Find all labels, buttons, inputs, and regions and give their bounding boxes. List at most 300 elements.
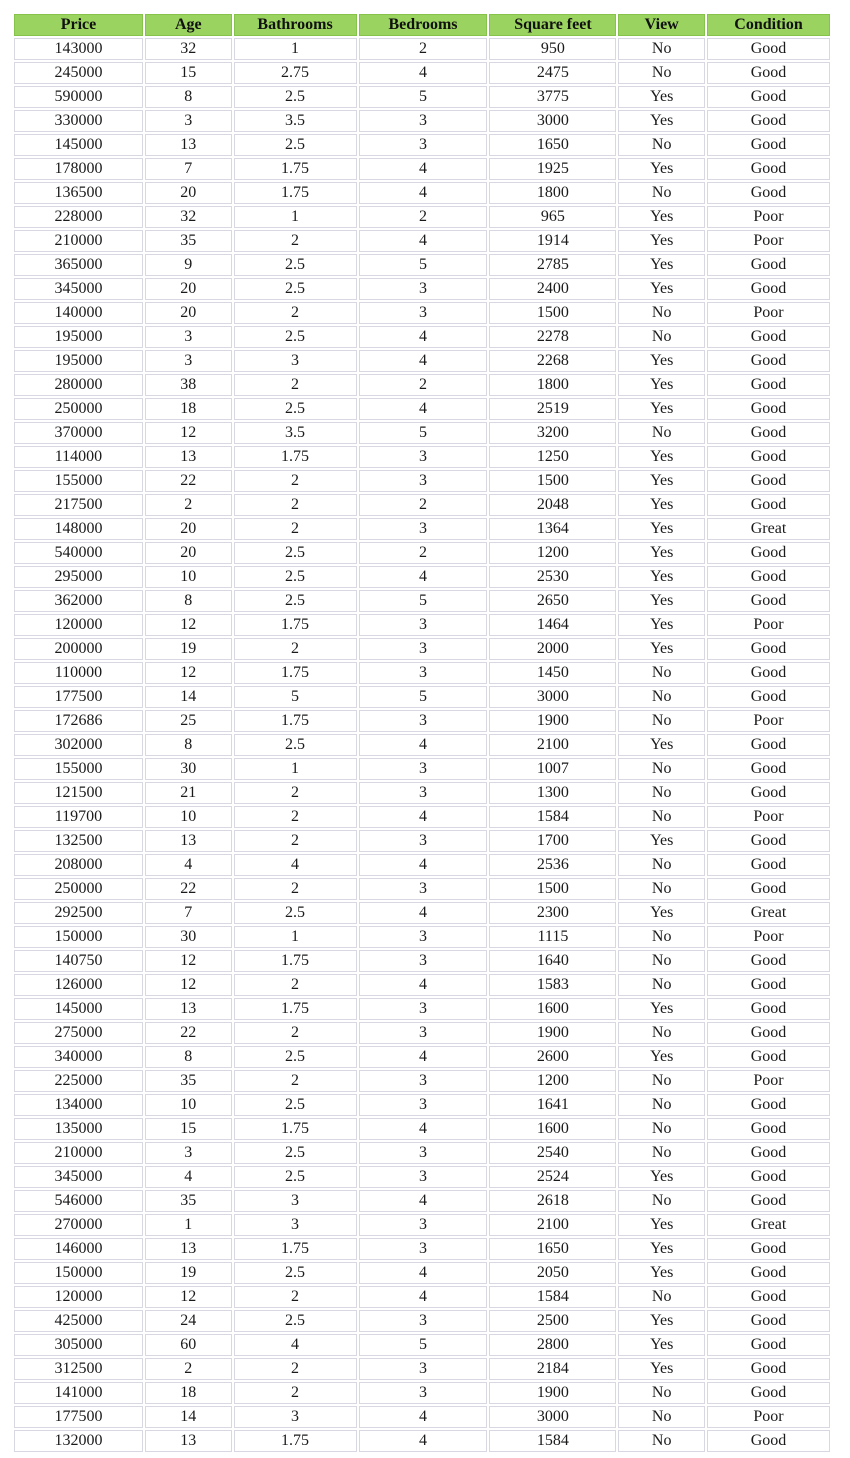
square-feet-cell[interactable]: 1450 bbox=[489, 662, 616, 684]
square-feet-cell[interactable]: 2618 bbox=[489, 1190, 616, 1212]
condition-cell[interactable]: Good bbox=[707, 1310, 830, 1332]
bathrooms-cell[interactable]: 1 bbox=[234, 206, 357, 228]
bathrooms-cell[interactable]: 2.5 bbox=[234, 1166, 357, 1188]
age-cell[interactable]: 22 bbox=[145, 878, 232, 900]
bedrooms-cell[interactable]: 4 bbox=[359, 974, 488, 996]
bathrooms-cell[interactable]: 2.5 bbox=[234, 734, 357, 756]
bedrooms-cell[interactable]: 5 bbox=[359, 422, 488, 444]
condition-cell[interactable]: Good bbox=[707, 1022, 830, 1044]
column-header-view[interactable]: View bbox=[618, 14, 705, 36]
bathrooms-cell[interactable]: 3 bbox=[234, 1190, 357, 1212]
bathrooms-cell[interactable]: 1.75 bbox=[234, 182, 357, 204]
view-cell[interactable]: No bbox=[618, 182, 705, 204]
bathrooms-cell[interactable]: 2.5 bbox=[234, 398, 357, 420]
age-cell[interactable]: 32 bbox=[145, 38, 232, 60]
view-cell[interactable]: No bbox=[618, 1382, 705, 1404]
age-cell[interactable]: 35 bbox=[145, 230, 232, 252]
bathrooms-cell[interactable]: 2 bbox=[234, 806, 357, 828]
square-feet-cell[interactable]: 2300 bbox=[489, 902, 616, 924]
age-cell[interactable]: 3 bbox=[145, 1142, 232, 1164]
bedrooms-cell[interactable]: 4 bbox=[359, 230, 488, 252]
bedrooms-cell[interactable]: 3 bbox=[359, 950, 488, 972]
bathrooms-cell[interactable]: 2 bbox=[234, 230, 357, 252]
age-cell[interactable]: 20 bbox=[145, 302, 232, 324]
view-cell[interactable]: No bbox=[618, 62, 705, 84]
view-cell[interactable]: Yes bbox=[618, 158, 705, 180]
square-feet-cell[interactable]: 2650 bbox=[489, 590, 616, 612]
bedrooms-cell[interactable]: 4 bbox=[359, 326, 488, 348]
square-feet-cell[interactable]: 2530 bbox=[489, 566, 616, 588]
bathrooms-cell[interactable]: 2.5 bbox=[234, 326, 357, 348]
square-feet-cell[interactable]: 1200 bbox=[489, 542, 616, 564]
bathrooms-cell[interactable]: 2.5 bbox=[234, 134, 357, 156]
price-cell[interactable]: 365000 bbox=[14, 254, 143, 276]
price-cell[interactable]: 305000 bbox=[14, 1334, 143, 1356]
square-feet-cell[interactable]: 3775 bbox=[489, 86, 616, 108]
square-feet-cell[interactable]: 1200 bbox=[489, 1070, 616, 1092]
condition-cell[interactable]: Poor bbox=[707, 806, 830, 828]
view-cell[interactable]: Yes bbox=[618, 614, 705, 636]
square-feet-cell[interactable]: 1007 bbox=[489, 758, 616, 780]
condition-cell[interactable]: Poor bbox=[707, 1070, 830, 1092]
view-cell[interactable]: No bbox=[618, 1190, 705, 1212]
square-feet-cell[interactable]: 3000 bbox=[489, 686, 616, 708]
bathrooms-cell[interactable]: 1 bbox=[234, 38, 357, 60]
bathrooms-cell[interactable]: 2 bbox=[234, 470, 357, 492]
age-cell[interactable]: 10 bbox=[145, 1094, 232, 1116]
view-cell[interactable]: No bbox=[618, 134, 705, 156]
bathrooms-cell[interactable]: 2.5 bbox=[234, 1094, 357, 1116]
square-feet-cell[interactable]: 950 bbox=[489, 38, 616, 60]
bathrooms-cell[interactable]: 2 bbox=[234, 830, 357, 852]
bathrooms-cell[interactable]: 2 bbox=[234, 1070, 357, 1092]
age-cell[interactable]: 22 bbox=[145, 470, 232, 492]
condition-cell[interactable]: Good bbox=[707, 1286, 830, 1308]
age-cell[interactable]: 21 bbox=[145, 782, 232, 804]
bedrooms-cell[interactable]: 2 bbox=[359, 494, 488, 516]
price-cell[interactable]: 210000 bbox=[14, 1142, 143, 1164]
price-cell[interactable]: 292500 bbox=[14, 902, 143, 924]
view-cell[interactable]: Yes bbox=[618, 590, 705, 612]
condition-cell[interactable]: Good bbox=[707, 1094, 830, 1116]
condition-cell[interactable]: Poor bbox=[707, 230, 830, 252]
condition-cell[interactable]: Good bbox=[707, 542, 830, 564]
condition-cell[interactable]: Good bbox=[707, 470, 830, 492]
square-feet-cell[interactable]: 1500 bbox=[489, 878, 616, 900]
bedrooms-cell[interactable]: 3 bbox=[359, 638, 488, 660]
view-cell[interactable]: Yes bbox=[618, 638, 705, 660]
view-cell[interactable]: No bbox=[618, 422, 705, 444]
age-cell[interactable]: 32 bbox=[145, 206, 232, 228]
age-cell[interactable]: 2 bbox=[145, 1358, 232, 1380]
bedrooms-cell[interactable]: 4 bbox=[359, 854, 488, 876]
square-feet-cell[interactable]: 1640 bbox=[489, 950, 616, 972]
bedrooms-cell[interactable]: 3 bbox=[359, 1142, 488, 1164]
square-feet-cell[interactable]: 1115 bbox=[489, 926, 616, 948]
price-cell[interactable]: 245000 bbox=[14, 62, 143, 84]
bathrooms-cell[interactable]: 5 bbox=[234, 686, 357, 708]
price-cell[interactable]: 295000 bbox=[14, 566, 143, 588]
price-cell[interactable]: 280000 bbox=[14, 374, 143, 396]
bathrooms-cell[interactable]: 2.5 bbox=[234, 902, 357, 924]
view-cell[interactable]: Yes bbox=[618, 110, 705, 132]
bathrooms-cell[interactable]: 2.5 bbox=[234, 254, 357, 276]
condition-cell[interactable]: Good bbox=[707, 134, 830, 156]
price-cell[interactable]: 140750 bbox=[14, 950, 143, 972]
condition-cell[interactable]: Good bbox=[707, 998, 830, 1020]
square-feet-cell[interactable]: 1600 bbox=[489, 998, 616, 1020]
square-feet-cell[interactable]: 1650 bbox=[489, 1238, 616, 1260]
price-cell[interactable]: 362000 bbox=[14, 590, 143, 612]
bedrooms-cell[interactable]: 3 bbox=[359, 470, 488, 492]
price-cell[interactable]: 177500 bbox=[14, 1406, 143, 1428]
price-cell[interactable]: 195000 bbox=[14, 326, 143, 348]
view-cell[interactable]: Yes bbox=[618, 566, 705, 588]
age-cell[interactable]: 8 bbox=[145, 590, 232, 612]
bathrooms-cell[interactable]: 2 bbox=[234, 1358, 357, 1380]
bedrooms-cell[interactable]: 4 bbox=[359, 350, 488, 372]
bedrooms-cell[interactable]: 4 bbox=[359, 1190, 488, 1212]
age-cell[interactable]: 12 bbox=[145, 950, 232, 972]
bathrooms-cell[interactable]: 2 bbox=[234, 974, 357, 996]
bathrooms-cell[interactable]: 3.5 bbox=[234, 422, 357, 444]
age-cell[interactable]: 2 bbox=[145, 494, 232, 516]
view-cell[interactable]: No bbox=[618, 782, 705, 804]
bathrooms-cell[interactable]: 2.5 bbox=[234, 542, 357, 564]
square-feet-cell[interactable]: 2536 bbox=[489, 854, 616, 876]
square-feet-cell[interactable]: 1800 bbox=[489, 374, 616, 396]
square-feet-cell[interactable]: 1900 bbox=[489, 1022, 616, 1044]
bedrooms-cell[interactable]: 5 bbox=[359, 686, 488, 708]
bedrooms-cell[interactable]: 3 bbox=[359, 1310, 488, 1332]
square-feet-cell[interactable]: 1300 bbox=[489, 782, 616, 804]
age-cell[interactable]: 12 bbox=[145, 974, 232, 996]
price-cell[interactable]: 145000 bbox=[14, 998, 143, 1020]
square-feet-cell[interactable]: 1641 bbox=[489, 1094, 616, 1116]
condition-cell[interactable]: Poor bbox=[707, 206, 830, 228]
age-cell[interactable]: 30 bbox=[145, 758, 232, 780]
bathrooms-cell[interactable]: 2.5 bbox=[234, 590, 357, 612]
price-cell[interactable]: 546000 bbox=[14, 1190, 143, 1212]
bedrooms-cell[interactable]: 3 bbox=[359, 662, 488, 684]
view-cell[interactable]: No bbox=[618, 326, 705, 348]
bathrooms-cell[interactable]: 2.5 bbox=[234, 1142, 357, 1164]
age-cell[interactable]: 13 bbox=[145, 134, 232, 156]
condition-cell[interactable]: Good bbox=[707, 1358, 830, 1380]
square-feet-cell[interactable]: 2048 bbox=[489, 494, 616, 516]
square-feet-cell[interactable]: 2100 bbox=[489, 734, 616, 756]
view-cell[interactable]: No bbox=[618, 662, 705, 684]
bedrooms-cell[interactable]: 4 bbox=[359, 182, 488, 204]
age-cell[interactable]: 38 bbox=[145, 374, 232, 396]
age-cell[interactable]: 13 bbox=[145, 998, 232, 1020]
bedrooms-cell[interactable]: 3 bbox=[359, 830, 488, 852]
bathrooms-cell[interactable]: 2 bbox=[234, 878, 357, 900]
view-cell[interactable]: Yes bbox=[618, 230, 705, 252]
view-cell[interactable]: No bbox=[618, 1286, 705, 1308]
price-cell[interactable]: 270000 bbox=[14, 1214, 143, 1236]
bedrooms-cell[interactable]: 2 bbox=[359, 542, 488, 564]
bathrooms-cell[interactable]: 2.75 bbox=[234, 62, 357, 84]
bathrooms-cell[interactable]: 2.5 bbox=[234, 1046, 357, 1068]
price-cell[interactable]: 228000 bbox=[14, 206, 143, 228]
view-cell[interactable]: No bbox=[618, 1406, 705, 1428]
column-header-bathrooms[interactable]: Bathrooms bbox=[234, 14, 357, 36]
square-feet-cell[interactable]: 965 bbox=[489, 206, 616, 228]
square-feet-cell[interactable]: 1364 bbox=[489, 518, 616, 540]
bedrooms-cell[interactable]: 3 bbox=[359, 710, 488, 732]
view-cell[interactable]: Yes bbox=[618, 446, 705, 468]
condition-cell[interactable]: Good bbox=[707, 326, 830, 348]
column-header-bedrooms[interactable]: Bedrooms bbox=[359, 14, 488, 36]
price-cell[interactable]: 312500 bbox=[14, 1358, 143, 1380]
price-cell[interactable]: 425000 bbox=[14, 1310, 143, 1332]
condition-cell[interactable]: Great bbox=[707, 518, 830, 540]
condition-cell[interactable]: Good bbox=[707, 1190, 830, 1212]
view-cell[interactable]: No bbox=[618, 854, 705, 876]
square-feet-cell[interactable]: 2475 bbox=[489, 62, 616, 84]
condition-cell[interactable]: Good bbox=[707, 1142, 830, 1164]
bathrooms-cell[interactable]: 1 bbox=[234, 926, 357, 948]
bedrooms-cell[interactable]: 4 bbox=[359, 566, 488, 588]
age-cell[interactable]: 12 bbox=[145, 1286, 232, 1308]
bedrooms-cell[interactable]: 3 bbox=[359, 518, 488, 540]
bedrooms-cell[interactable]: 3 bbox=[359, 1382, 488, 1404]
square-feet-cell[interactable]: 3000 bbox=[489, 110, 616, 132]
age-cell[interactable]: 18 bbox=[145, 398, 232, 420]
view-cell[interactable]: No bbox=[618, 1070, 705, 1092]
price-cell[interactable]: 210000 bbox=[14, 230, 143, 252]
square-feet-cell[interactable]: 1600 bbox=[489, 1118, 616, 1140]
view-cell[interactable]: No bbox=[618, 926, 705, 948]
bedrooms-cell[interactable]: 5 bbox=[359, 86, 488, 108]
price-cell[interactable]: 345000 bbox=[14, 278, 143, 300]
bathrooms-cell[interactable]: 2 bbox=[234, 782, 357, 804]
square-feet-cell[interactable]: 1800 bbox=[489, 182, 616, 204]
square-feet-cell[interactable]: 3000 bbox=[489, 1406, 616, 1428]
age-cell[interactable]: 25 bbox=[145, 710, 232, 732]
bedrooms-cell[interactable]: 3 bbox=[359, 110, 488, 132]
condition-cell[interactable]: Great bbox=[707, 1214, 830, 1236]
bathrooms-cell[interactable]: 1.75 bbox=[234, 998, 357, 1020]
price-cell[interactable]: 132500 bbox=[14, 830, 143, 852]
price-cell[interactable]: 200000 bbox=[14, 638, 143, 660]
price-cell[interactable]: 126000 bbox=[14, 974, 143, 996]
bathrooms-cell[interactable]: 2.5 bbox=[234, 1262, 357, 1284]
condition-cell[interactable]: Good bbox=[707, 398, 830, 420]
square-feet-cell[interactable]: 3200 bbox=[489, 422, 616, 444]
age-cell[interactable]: 19 bbox=[145, 638, 232, 660]
price-cell[interactable]: 110000 bbox=[14, 662, 143, 684]
price-cell[interactable]: 141000 bbox=[14, 1382, 143, 1404]
view-cell[interactable]: Yes bbox=[618, 902, 705, 924]
price-cell[interactable]: 177500 bbox=[14, 686, 143, 708]
bedrooms-cell[interactable]: 3 bbox=[359, 446, 488, 468]
bathrooms-cell[interactable]: 2 bbox=[234, 374, 357, 396]
price-cell[interactable]: 172686 bbox=[14, 710, 143, 732]
view-cell[interactable]: Yes bbox=[618, 206, 705, 228]
age-cell[interactable]: 9 bbox=[145, 254, 232, 276]
condition-cell[interactable]: Good bbox=[707, 974, 830, 996]
condition-cell[interactable]: Good bbox=[707, 278, 830, 300]
view-cell[interactable]: No bbox=[618, 1142, 705, 1164]
bathrooms-cell[interactable]: 1.75 bbox=[234, 1430, 357, 1452]
age-cell[interactable]: 8 bbox=[145, 1046, 232, 1068]
bedrooms-cell[interactable]: 3 bbox=[359, 1094, 488, 1116]
view-cell[interactable]: No bbox=[618, 302, 705, 324]
condition-cell[interactable]: Good bbox=[707, 494, 830, 516]
square-feet-cell[interactable]: 2268 bbox=[489, 350, 616, 372]
view-cell[interactable]: Yes bbox=[618, 998, 705, 1020]
price-cell[interactable]: 195000 bbox=[14, 350, 143, 372]
view-cell[interactable]: No bbox=[618, 710, 705, 732]
condition-cell[interactable]: Good bbox=[707, 62, 830, 84]
view-cell[interactable]: No bbox=[618, 38, 705, 60]
age-cell[interactable]: 4 bbox=[145, 854, 232, 876]
view-cell[interactable]: No bbox=[618, 974, 705, 996]
bathrooms-cell[interactable]: 2 bbox=[234, 1382, 357, 1404]
condition-cell[interactable]: Poor bbox=[707, 1406, 830, 1428]
square-feet-cell[interactable]: 1900 bbox=[489, 710, 616, 732]
age-cell[interactable]: 19 bbox=[145, 1262, 232, 1284]
square-feet-cell[interactable]: 1584 bbox=[489, 1430, 616, 1452]
condition-cell[interactable]: Good bbox=[707, 686, 830, 708]
view-cell[interactable]: Yes bbox=[618, 350, 705, 372]
bathrooms-cell[interactable]: 1.75 bbox=[234, 1238, 357, 1260]
age-cell[interactable]: 22 bbox=[145, 1022, 232, 1044]
condition-cell[interactable]: Good bbox=[707, 1046, 830, 1068]
square-feet-cell[interactable]: 2100 bbox=[489, 1214, 616, 1236]
view-cell[interactable]: Yes bbox=[618, 542, 705, 564]
bedrooms-cell[interactable]: 4 bbox=[359, 734, 488, 756]
square-feet-cell[interactable]: 2600 bbox=[489, 1046, 616, 1068]
bathrooms-cell[interactable]: 4 bbox=[234, 1334, 357, 1356]
condition-cell[interactable]: Good bbox=[707, 830, 830, 852]
price-cell[interactable]: 340000 bbox=[14, 1046, 143, 1068]
bedrooms-cell[interactable]: 4 bbox=[359, 1046, 488, 1068]
age-cell[interactable]: 12 bbox=[145, 662, 232, 684]
bedrooms-cell[interactable]: 4 bbox=[359, 158, 488, 180]
view-cell[interactable]: Yes bbox=[618, 470, 705, 492]
view-cell[interactable]: No bbox=[618, 1118, 705, 1140]
price-cell[interactable]: 155000 bbox=[14, 758, 143, 780]
square-feet-cell[interactable]: 1900 bbox=[489, 1382, 616, 1404]
bedrooms-cell[interactable]: 5 bbox=[359, 1334, 488, 1356]
square-feet-cell[interactable]: 1700 bbox=[489, 830, 616, 852]
bedrooms-cell[interactable]: 4 bbox=[359, 62, 488, 84]
condition-cell[interactable]: Good bbox=[707, 638, 830, 660]
condition-cell[interactable]: Good bbox=[707, 854, 830, 876]
square-feet-cell[interactable]: 2050 bbox=[489, 1262, 616, 1284]
view-cell[interactable]: Yes bbox=[618, 734, 705, 756]
bedrooms-cell[interactable]: 2 bbox=[359, 374, 488, 396]
square-feet-cell[interactable]: 2785 bbox=[489, 254, 616, 276]
age-cell[interactable]: 20 bbox=[145, 278, 232, 300]
price-cell[interactable]: 145000 bbox=[14, 134, 143, 156]
bedrooms-cell[interactable]: 3 bbox=[359, 134, 488, 156]
bedrooms-cell[interactable]: 3 bbox=[359, 1070, 488, 1092]
age-cell[interactable]: 7 bbox=[145, 902, 232, 924]
bedrooms-cell[interactable]: 4 bbox=[359, 806, 488, 828]
condition-cell[interactable]: Poor bbox=[707, 302, 830, 324]
square-feet-cell[interactable]: 1584 bbox=[489, 806, 616, 828]
condition-cell[interactable]: Good bbox=[707, 350, 830, 372]
price-cell[interactable]: 121500 bbox=[14, 782, 143, 804]
bedrooms-cell[interactable]: 3 bbox=[359, 1358, 488, 1380]
condition-cell[interactable]: Good bbox=[707, 1166, 830, 1188]
bedrooms-cell[interactable]: 4 bbox=[359, 1286, 488, 1308]
square-feet-cell[interactable]: 1500 bbox=[489, 470, 616, 492]
square-feet-cell[interactable]: 2184 bbox=[489, 1358, 616, 1380]
square-feet-cell[interactable]: 2540 bbox=[489, 1142, 616, 1164]
price-cell[interactable]: 370000 bbox=[14, 422, 143, 444]
price-cell[interactable]: 120000 bbox=[14, 614, 143, 636]
bathrooms-cell[interactable]: 2.5 bbox=[234, 86, 357, 108]
view-cell[interactable]: Yes bbox=[618, 518, 705, 540]
bedrooms-cell[interactable]: 5 bbox=[359, 254, 488, 276]
condition-cell[interactable]: Good bbox=[707, 422, 830, 444]
age-cell[interactable]: 3 bbox=[145, 326, 232, 348]
bathrooms-cell[interactable]: 2 bbox=[234, 518, 357, 540]
condition-cell[interactable]: Poor bbox=[707, 926, 830, 948]
condition-cell[interactable]: Good bbox=[707, 950, 830, 972]
age-cell[interactable]: 3 bbox=[145, 350, 232, 372]
square-feet-cell[interactable]: 1500 bbox=[489, 302, 616, 324]
price-cell[interactable]: 143000 bbox=[14, 38, 143, 60]
view-cell[interactable]: Yes bbox=[618, 1166, 705, 1188]
bathrooms-cell[interactable]: 1.75 bbox=[234, 1118, 357, 1140]
price-cell[interactable]: 345000 bbox=[14, 1166, 143, 1188]
condition-cell[interactable]: Good bbox=[707, 1430, 830, 1452]
bathrooms-cell[interactable]: 2 bbox=[234, 638, 357, 660]
condition-cell[interactable]: Good bbox=[707, 158, 830, 180]
bathrooms-cell[interactable]: 2 bbox=[234, 302, 357, 324]
condition-cell[interactable]: Poor bbox=[707, 614, 830, 636]
square-feet-cell[interactable]: 1925 bbox=[489, 158, 616, 180]
bedrooms-cell[interactable]: 3 bbox=[359, 758, 488, 780]
column-header-square-feet[interactable]: Square feet bbox=[489, 14, 616, 36]
bathrooms-cell[interactable]: 1.75 bbox=[234, 614, 357, 636]
bedrooms-cell[interactable]: 2 bbox=[359, 206, 488, 228]
condition-cell[interactable]: Good bbox=[707, 1262, 830, 1284]
bathrooms-cell[interactable]: 2 bbox=[234, 1286, 357, 1308]
price-cell[interactable]: 275000 bbox=[14, 1022, 143, 1044]
bathrooms-cell[interactable]: 1.75 bbox=[234, 662, 357, 684]
price-cell[interactable]: 250000 bbox=[14, 878, 143, 900]
bathrooms-cell[interactable]: 2.5 bbox=[234, 1310, 357, 1332]
age-cell[interactable]: 18 bbox=[145, 1382, 232, 1404]
square-feet-cell[interactable]: 1464 bbox=[489, 614, 616, 636]
condition-cell[interactable]: Good bbox=[707, 734, 830, 756]
view-cell[interactable]: No bbox=[618, 950, 705, 972]
price-cell[interactable]: 330000 bbox=[14, 110, 143, 132]
view-cell[interactable]: Yes bbox=[618, 254, 705, 276]
age-cell[interactable]: 20 bbox=[145, 518, 232, 540]
condition-cell[interactable]: Good bbox=[707, 782, 830, 804]
condition-cell[interactable]: Good bbox=[707, 1334, 830, 1356]
age-cell[interactable]: 8 bbox=[145, 86, 232, 108]
condition-cell[interactable]: Good bbox=[707, 38, 830, 60]
bathrooms-cell[interactable]: 1 bbox=[234, 758, 357, 780]
age-cell[interactable]: 60 bbox=[145, 1334, 232, 1356]
square-feet-cell[interactable]: 2400 bbox=[489, 278, 616, 300]
condition-cell[interactable]: Good bbox=[707, 566, 830, 588]
view-cell[interactable]: No bbox=[618, 878, 705, 900]
condition-cell[interactable]: Good bbox=[707, 758, 830, 780]
age-cell[interactable]: 12 bbox=[145, 614, 232, 636]
bedrooms-cell[interactable]: 3 bbox=[359, 926, 488, 948]
view-cell[interactable]: Yes bbox=[618, 1262, 705, 1284]
